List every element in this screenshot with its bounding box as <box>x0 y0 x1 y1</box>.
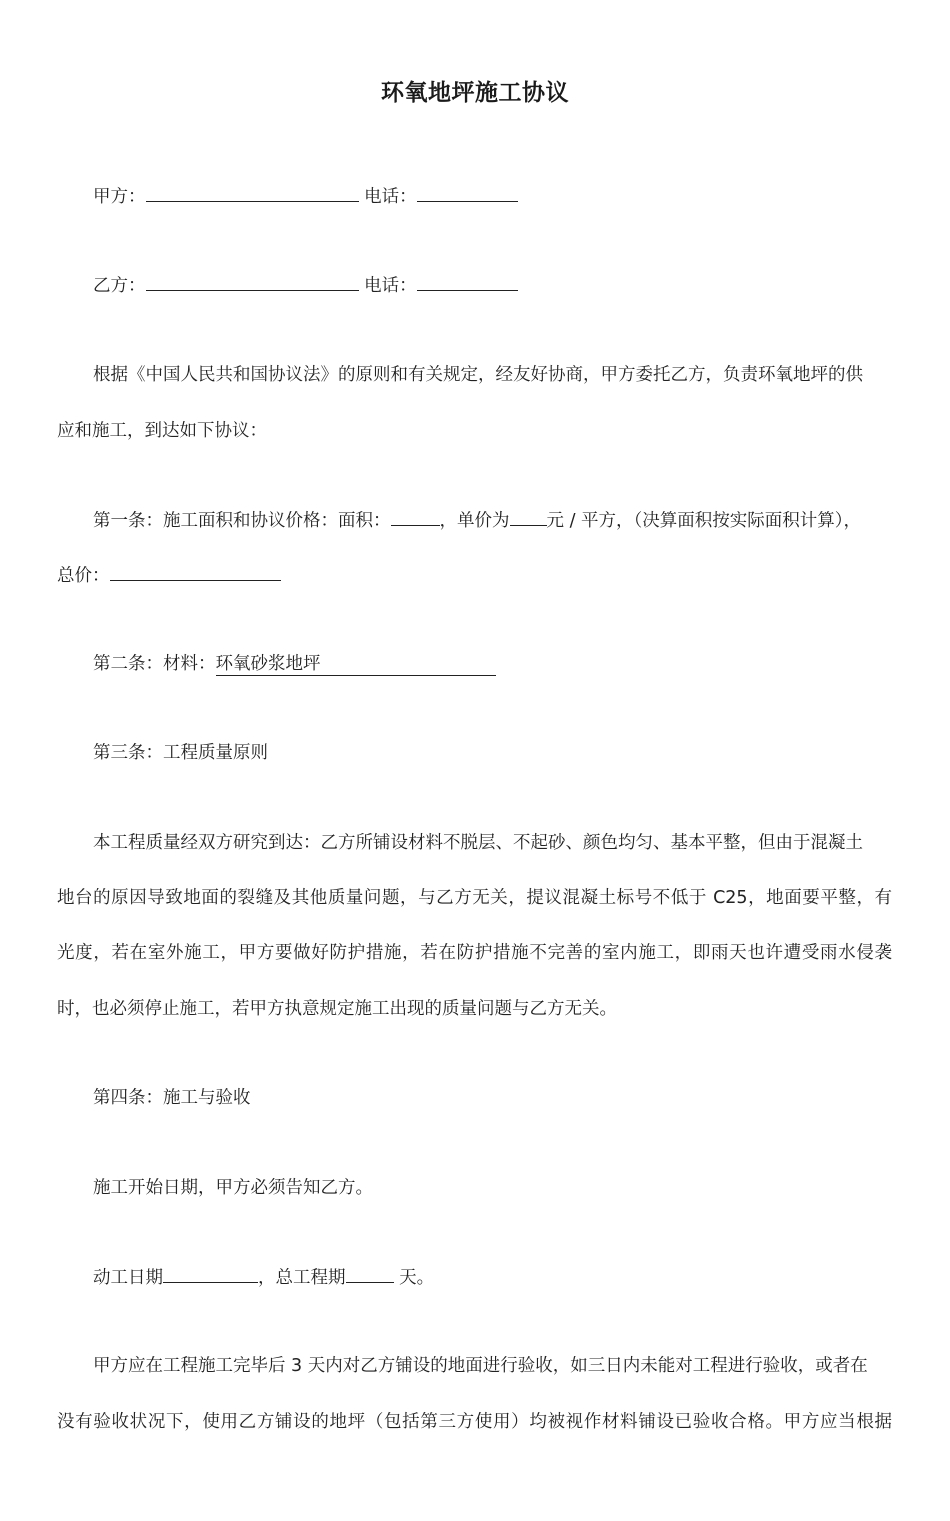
article-4-heading: 第四条：施工与验收 <box>93 1088 251 1108</box>
acceptance-line-2: 没有验收状况下，使用乙方铺设的地坪（包括第三方使用）均被视作材料铺设已验收合格。甲方应当根据 <box>57 1412 892 1432</box>
period-days-blank[interactable] <box>346 1266 394 1283</box>
schedule-row <box>93 1266 434 1289</box>
party-a-phone-blank[interactable] <box>417 185 518 202</box>
article-1-prefix: 第一条：施工面积和协议价格：面积： <box>93 511 391 531</box>
party-b-label: 乙方： <box>93 276 146 296</box>
unit-price-label: ，单价为 <box>439 511 510 531</box>
party-b-name-blank[interactable] <box>146 274 359 291</box>
party-a-name-blank[interactable] <box>146 185 359 202</box>
party-a-label: 甲方： <box>93 187 146 207</box>
period-label: ，总工程期 <box>258 1268 346 1288</box>
area-blank[interactable] <box>391 509 440 526</box>
party-b-row <box>93 274 518 297</box>
quality-line-3: 光度，若在室外施工，甲方要做好防护措施，若在防护措施不完善的室内施工，即雨天也许遭受雨水侵袭 <box>57 943 892 963</box>
party-a-row <box>93 185 518 208</box>
unit-label: 元 / 平方，（决算面积按实际面积计算）， <box>546 511 862 531</box>
start-date-label: 动工日期 <box>93 1268 163 1288</box>
article-2-row <box>93 653 496 676</box>
material-value[interactable]: 环氧砂浆地坪 <box>216 653 496 676</box>
article-1-line-2 <box>57 564 281 587</box>
party-a-phone-label: 电话： <box>364 187 417 207</box>
quality-line-2: 地台的原因导致地面的裂缝及其他质量问题，与乙方无关，提议混凝土标号不低于 C25，地面要平整，有 <box>57 888 892 908</box>
party-b-phone-label: 电话： <box>364 276 417 296</box>
days-label: 天。 <box>393 1268 435 1288</box>
party-b-phone-blank[interactable] <box>417 274 518 291</box>
article-3-heading: 第三条：工程质量原则 <box>93 743 268 763</box>
article-2-label: 第二条：材料： <box>93 654 216 674</box>
quality-line-4: 时，也必须停止施工，若甲方执意规定施工出现的质量问题与乙方无关。 <box>57 999 617 1019</box>
article-1-line-1 <box>93 509 861 532</box>
total-price-label: 总价： <box>57 566 110 586</box>
total-price-blank[interactable] <box>110 564 281 581</box>
intro-line-1: 根据《中国人民共和国协议法》的原则和有关规定，经友好协商，甲方委托乙方，负责环氧地坪的供 <box>93 365 863 385</box>
intro-line-2: 应和施工，到达如下协议： <box>57 421 267 441</box>
start-date-blank[interactable] <box>163 1266 258 1283</box>
start-notice: 施工开始日期，甲方必须告知乙方。 <box>93 1178 373 1198</box>
quality-line-1: 本工程质量经双方研究到达：乙方所铺设材料不脱层、不起砂、颜色均匀、基本平整，但由于混凝土 <box>93 833 863 853</box>
document-title: 环氧地坪施工协议 <box>381 80 569 106</box>
acceptance-line-1: 甲方应在工程施工完毕后 3 天内对乙方铺设的地面进行验收，如三日内未能对工程进行验收，或者在 <box>93 1356 868 1376</box>
unit-price-blank[interactable] <box>510 509 547 526</box>
